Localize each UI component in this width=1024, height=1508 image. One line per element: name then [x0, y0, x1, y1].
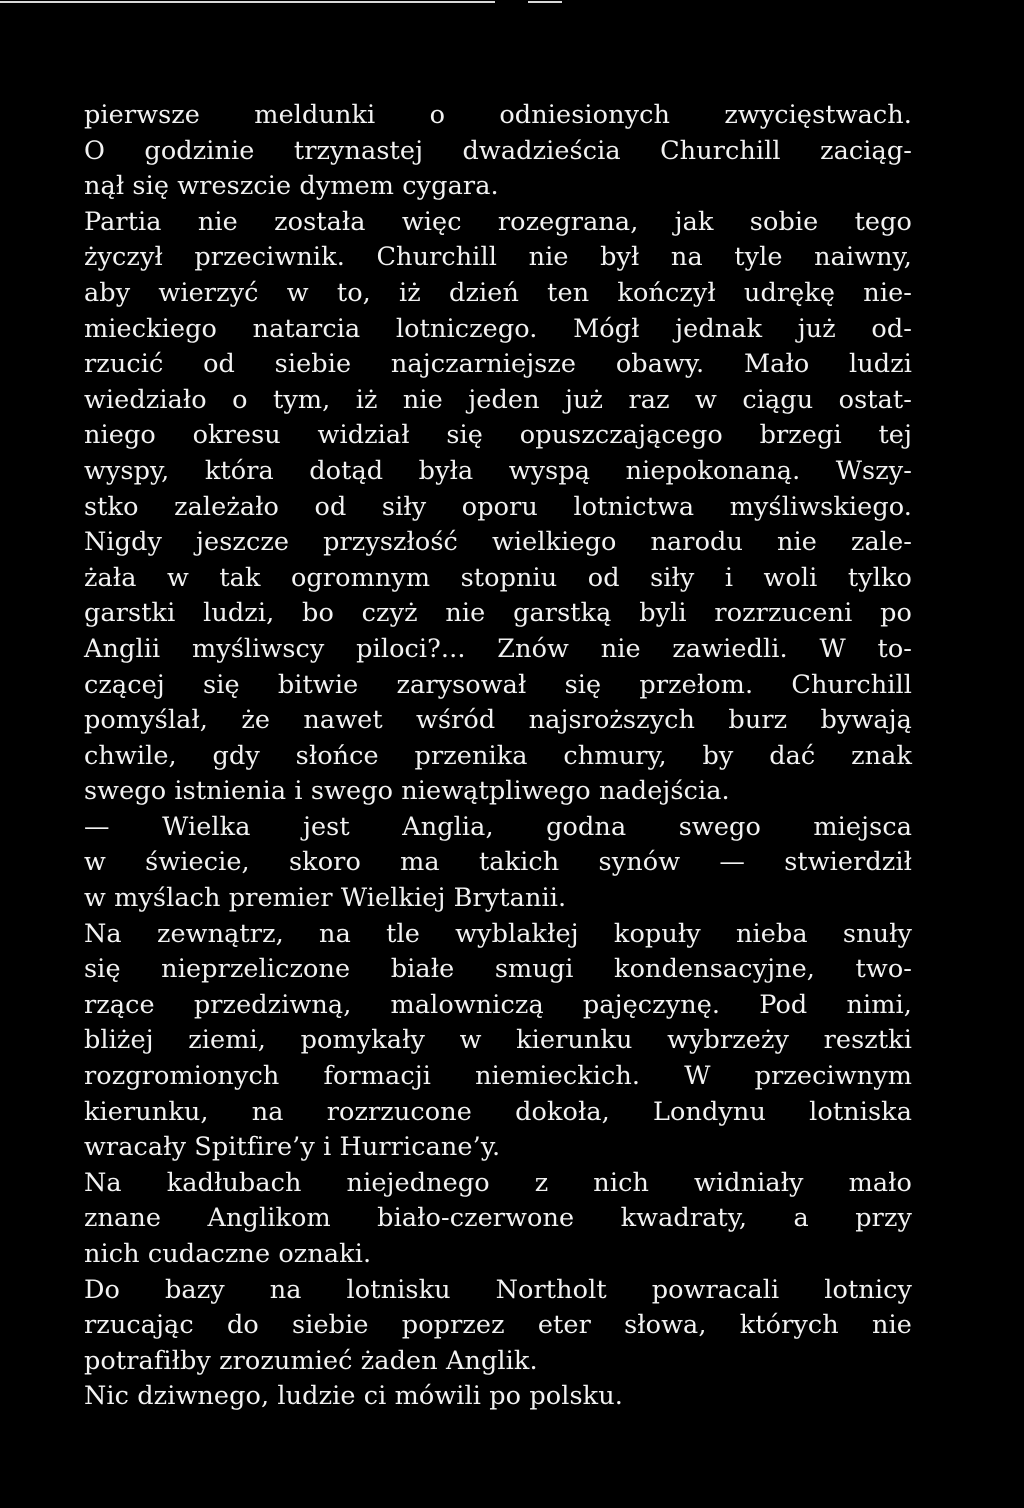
text-line: Partia nie została więc rozegrana, jak sobie tego [84, 206, 912, 237]
text-line: rzucając do siebie poprzez eter słowa, których nie [84, 1310, 912, 1341]
text-line: — Wielka jest Anglia, godna swego miejsca [84, 811, 912, 842]
top-rule [0, 0, 1024, 6]
text-line: życzył przeciwnik. Churchill nie był na tyle naiwny, [84, 242, 912, 273]
text-line: niego okresu widział się opuszczającego brzegi tej [84, 420, 912, 451]
text-line: wyspy, która dotąd była wyspą niepokonaną. Wszy- [84, 455, 912, 486]
text-line: znane Anglikom biało-czerwone kwadraty, a przy [84, 1203, 912, 1234]
text-line: Nic dziwnego, ludzie ci mówili po polsku. [84, 1381, 623, 1412]
text-line: bliżej ziemi, pomykały w kierunku wybrzeży resztki [84, 1025, 912, 1056]
text-line: O godzinie trzynastej dwadzieścia Churchill zaciąg- [84, 135, 912, 166]
text-line: Na zewnątrz, na tle wyblakłej kopuły nieba snuły [84, 918, 912, 949]
text-line: w myślach premier Wielkiej Brytanii. [84, 883, 567, 914]
text-line: czącej się bitwie zarysował się przełom. Churchill [84, 669, 912, 700]
text-line: rzące przedziwną, malowniczą pajęczynę. Pod nimi, [84, 989, 912, 1020]
text-line: pierwsze meldunki o odniesionych zwycięstwach. [84, 100, 912, 130]
text-line: rzucić od siebie najczarniejsze obawy. Mało ludzi [84, 349, 912, 380]
text-line: chwile, gdy słońce przenika chmury, by dać znak [84, 740, 912, 771]
text-line: garstki ludzi, bo czyż nie garstką byli rozrzuceni po [84, 598, 912, 629]
text-line: żała w tak ogromnym stopniu od siły i woli tylko [84, 562, 912, 593]
text-line: potrafiłby zrozumieć żaden Anglik. [84, 1345, 538, 1376]
top-rule-segment [0, 1, 495, 3]
text-line: pomyślał, że nawet wśród najsroższych burz bywają [84, 705, 912, 736]
text-line: wiedziało o tym, iż nie jeden już raz w ciągu ostat- [84, 384, 912, 415]
text-line: stko zależało od siły oporu lotnictwa myśliwskiego. [84, 491, 912, 522]
text-line: Na kadłubach niejednego z nich widniały mało [84, 1167, 912, 1198]
page-text [84, 98, 912, 1415]
text-line: swego istnienia i swego niewątpliwego nadejścia. [84, 776, 730, 807]
text-line: Do bazy na lotnisku Northolt powracali lotnicy [84, 1274, 912, 1305]
text-line: w świecie, skoro ma takich synów — stwierdził [84, 847, 912, 878]
text-line: aby wierzyć w to, iż dzień ten kończył udrękę nie- [84, 277, 912, 308]
text-line: rozgromionych formacji niemieckich. W przeciwnym [84, 1061, 912, 1092]
text-line: się nieprzeliczone białe smugi kondensacyjne, two- [84, 954, 912, 985]
text-line: kierunku, na rozrzucone dokoła, Londynu lotniska [84, 1096, 912, 1127]
text-line: mieckiego natarcia lotniczego. Mógł jednak już od- [84, 313, 912, 344]
text-line: wracały Spitfire’y i Hurricane’y. [84, 1132, 501, 1163]
top-rule-segment [528, 1, 562, 3]
text-line: Nigdy jeszcze przyszłość wielkiego narodu nie zale- [84, 527, 912, 558]
text-line: Anglii myśliwscy piloci?... Znów nie zawiedli. W to- [84, 633, 912, 664]
text-line: nich cudaczne oznaki. [84, 1239, 372, 1269]
text-line: nął się wreszcie dymem cygara. [84, 171, 499, 202]
